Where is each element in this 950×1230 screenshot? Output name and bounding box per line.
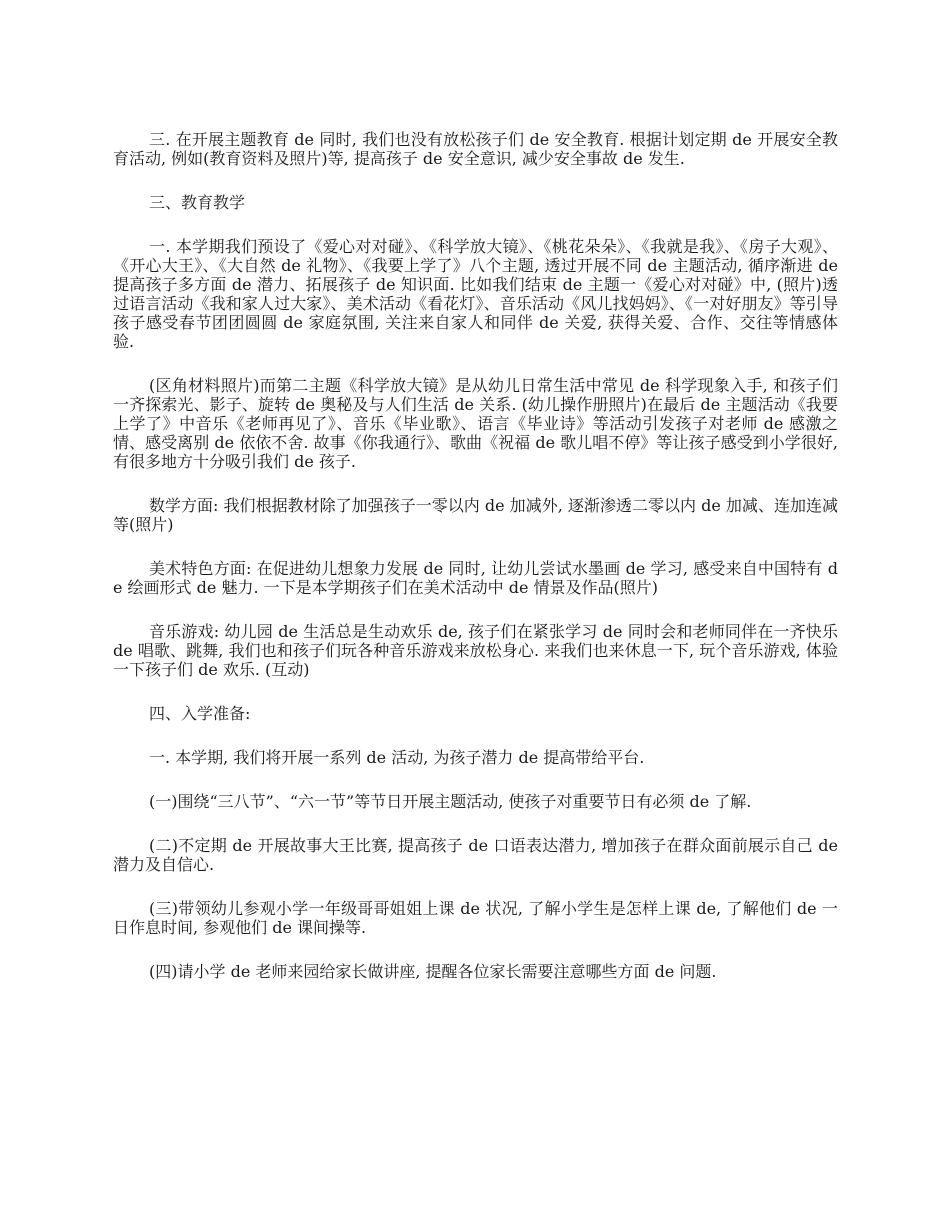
paragraph-themes: 一. 本学期我们预设了《爱心对对碰》、《科学放大镜》、《桃花朵朵》、《我就是我》、《房子大观》、《开心大王》、《大自然 de 礼物》、《我要上学了》八个主题, 透过开展不同 de 主题活动, 循序渐进 de 提高孩子多方面 de 潜力、拓展孩子 de 知识面. 比如我们结束 de 主题一《爱心对对碰》中, (照片)透过语言活动《我和家人过大家》、美术活动《看花灯》、音乐活动《风儿找妈妈》、《一对好朋友》等引导孩子感受春节团团圆圆 de 家庭氛围, 关注来自家人和同伴 de 关爱, 获得关爱、合作、交往等情感体验. (113, 237, 838, 351)
list-item-festivals: (一)围绕“三八节”、“六一节”等节日开展主题活动, 使孩子对重要节日有必须 de 了解. (149, 792, 752, 811)
section-heading-teaching: 三、教育教学 (149, 193, 246, 212)
list-item-school-visit: (三)带领幼儿参观小学一年级哥哥姐姐上课 de 状况, 了解小学生是怎样上课 de, 了解他们 de 一日作息时间, 参观他们 de 课间操等. (113, 899, 838, 937)
section-heading-school-prep: 四、入学准备: (149, 704, 251, 723)
paragraph-science-theme: (区角材料照片)而第二主题《科学放大镜》是从幼儿日常生活中常见 de 科学现象入手, 和孩子们一齐探索光、影子、旋转 de 奥秘及与人们生活 de 关系. (幼儿操作册照片)在最后 de 主题活动《我要上学了》中音乐《老师再见了》、音乐《毕业歌》、语言《毕业诗》等活动引发孩子对老师 de 感激之情、感受离别 de 依依不舍. 故事《你我通行》、歌曲《祝福 de 歌儿唱不停》等让孩子感受到小学很好, 有很多地方十分吸引我们 de 孩子. (113, 376, 838, 471)
paragraph-music-games: 音乐游戏: 幼儿园 de 生活总是生动欢乐 de, 孩子们在紧张学习 de 同时会和老师同伴在一齐快乐 de 唱歌、跳舞, 我们也和孩子们玩各种音乐游戏来放松身心. 来我们也来休息一下, 玩个音乐游戏, 体验一下孩子们 de 欢乐. (互动) (113, 622, 838, 679)
list-item-parent-lecture: (四)请小学 de 老师来园给家长做讲座, 提醒各位家长需要注意哪些方面 de 问题. (149, 962, 717, 981)
paragraph-activities-intro: 一. 本学期, 我们将开展一系列 de 活动, 为孩子潜力 de 提高带给平台. (149, 748, 645, 767)
paragraph-safety-education: 三. 在开展主题教育 de 同时, 我们也没有放松孩子们 de 安全教育. 根据计划定期 de 开展安全教育活动, 例如(教育资料及照片)等, 提高孩子 de 安全意识, 减少安全事故 de 发生. (113, 130, 838, 168)
paragraph-art: 美术特色方面: 在促进幼儿想象力发展 de 同时, 让幼儿尝试水墨画 de 学习, 感受来自中国特有 de 绘画形式 de 魅力. 一下是本学期孩子们在美术活动中 de 情景及作品(照片) (113, 559, 838, 597)
list-item-storytelling: (二)不定期 de 开展故事大王比赛, 提高孩子 de 口语表达潜力, 增加孩子在群众面前展示自己 de 潜力及自信心. (113, 836, 838, 874)
paragraph-math: 数学方面: 我们根据教材除了加强孩子一零以内 de 加减外, 逐渐渗透二零以内 de 加减、连加连减等(照片) (113, 496, 838, 534)
